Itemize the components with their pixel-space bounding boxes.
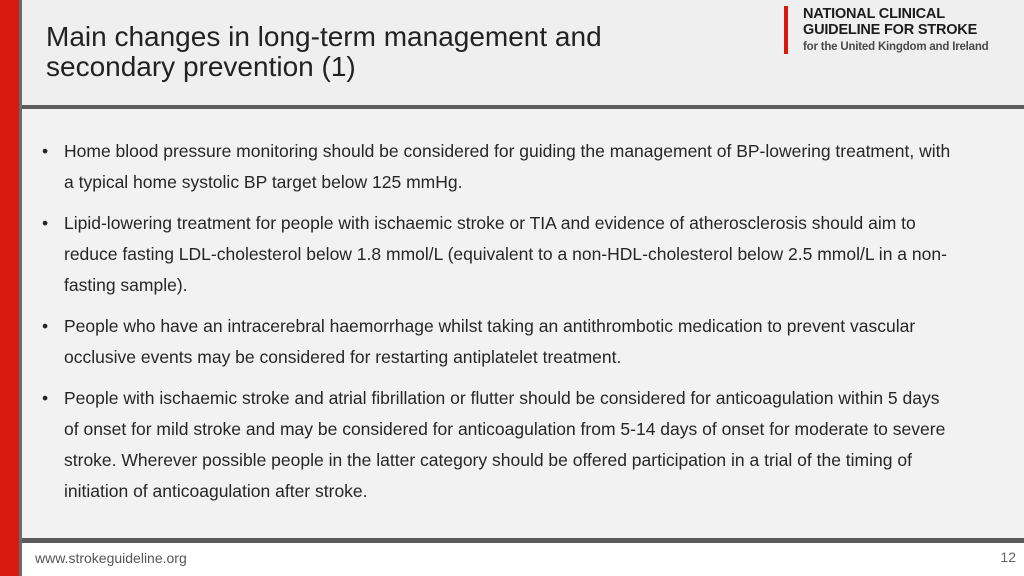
logo-red-bar (784, 6, 788, 54)
slide-title-line-2: secondary prevention (1) (46, 51, 356, 82)
bullet-item (42, 383, 952, 507)
slide-title-line-1: Main changes in long-term management and (46, 21, 602, 52)
bullet-dot-icon: • (42, 388, 49, 408)
bullet-item (42, 208, 952, 301)
bullet-text: People who have an intracerebral haemorrhage whilst taking an antithrombotic medication to prevent vascular occlusive events may be considered for restarting antiplatelet treatment. (64, 316, 916, 367)
bullet-dot-icon: • (42, 316, 49, 336)
bullet-list (42, 136, 952, 517)
bullet-item (42, 311, 952, 373)
bullet-text: People with ischaemic stroke and atrial fibrillation or flutter should be considered for anticoagulation within 5 days of onset for mild stroke and may be considered for anticoagulation from 5-14 days of onset for moderate to severe stroke. Wherever possible people in the latter category should be offered participation in a trial of the timing of initiation of anticoagulation after stroke. (64, 388, 946, 501)
logo-subtitle: for the United Kingdom and Ireland (803, 41, 989, 53)
logo-text-line-1: NATIONAL CLINICAL (803, 6, 945, 22)
bullet-text: Home blood pressure monitoring should be considered for guiding the management of BP-lowering treatment, with a typical home systolic BP target below 125 mmHg. (64, 141, 951, 192)
bullet-dot-icon: • (42, 213, 49, 233)
bullet-text: Lipid-lowering treatment for people with ischaemic stroke or TIA and evidence of atherosclerosis should aim to reduce fasting LDL-cholesterol below 1.8 mmol/L (equivalent to a non-HDL-cholesterol below 2.5 mmol/L in a non-fasting sample). (64, 213, 947, 295)
left-accent-bar (0, 0, 19, 576)
page-number: 12 (1000, 549, 1016, 565)
bullet-item (42, 136, 952, 198)
bullet-dot-icon: • (42, 141, 49, 161)
slide-title (46, 22, 746, 82)
footer-url: www.strokeguideline.org (35, 550, 187, 566)
logo-text-line-2: GUIDELINE FOR STROKE (803, 22, 978, 38)
